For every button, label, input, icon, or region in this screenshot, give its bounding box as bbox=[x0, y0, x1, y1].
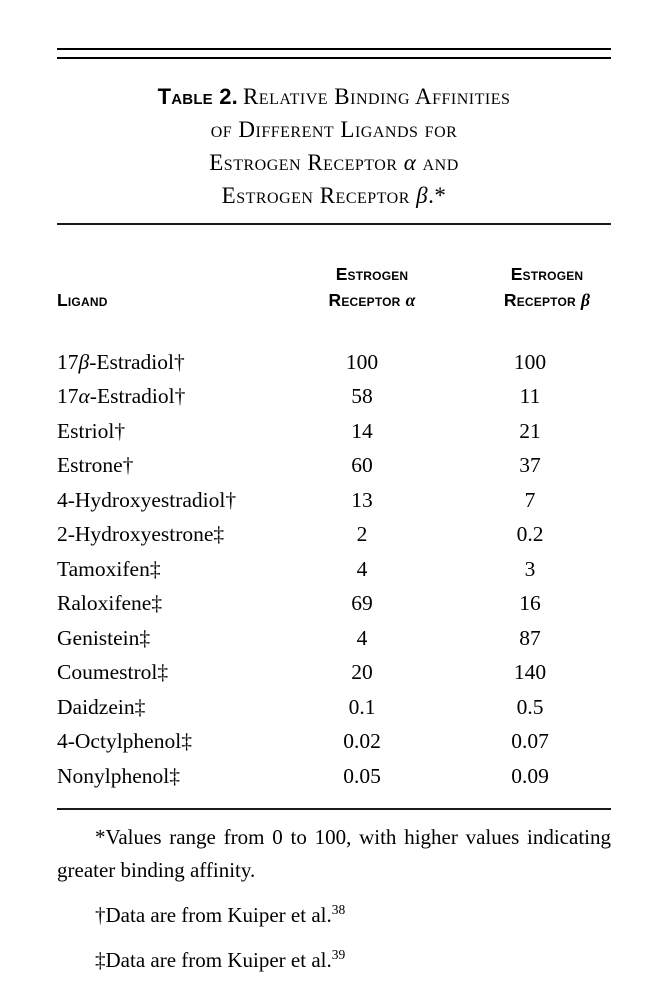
table-row bbox=[57, 690, 611, 725]
column-header-er-alpha bbox=[275, 261, 449, 313]
er-alpha-value: 0.05 bbox=[343, 763, 381, 788]
ligand-cell: Coumestrol‡ bbox=[57, 660, 169, 685]
table-top-double-rule bbox=[57, 48, 611, 59]
footnote-marker: † bbox=[95, 903, 106, 927]
footnote-text: Data are from Kuiper et al. bbox=[105, 903, 332, 927]
er-beta-value: 0.2 bbox=[516, 522, 544, 547]
table-row bbox=[57, 345, 611, 380]
er-beta-value: 0.07 bbox=[511, 729, 549, 754]
table-title-line: of Different Ligands for bbox=[210, 117, 458, 142]
table-title-text: Relative Binding Affinities bbox=[242, 84, 511, 109]
table-header-rule bbox=[57, 223, 611, 225]
column-header-er-beta bbox=[449, 261, 611, 313]
table-title-line bbox=[57, 80, 611, 113]
er-alpha-value: 60 bbox=[351, 453, 373, 478]
column-header-label: Ligand bbox=[57, 290, 108, 310]
er-alpha-value: 58 bbox=[351, 384, 373, 409]
ligand-cell: 4-Octylphenol‡ bbox=[57, 729, 192, 754]
er-alpha-value: 14 bbox=[351, 418, 373, 443]
footnote-reference: 38 bbox=[331, 902, 346, 917]
table-row bbox=[57, 759, 611, 794]
footnote bbox=[57, 899, 611, 932]
ligand-cell: Genistein‡ bbox=[57, 625, 151, 650]
er-alpha-value: 13 bbox=[351, 487, 373, 512]
er-alpha-value: 2 bbox=[356, 522, 368, 547]
ligand-cell: 4-Hydroxyestradiol† bbox=[57, 487, 237, 512]
er-alpha-value: 4 bbox=[356, 556, 368, 581]
column-header-label: Estrogen bbox=[335, 264, 409, 284]
table-title-line: Estrogen Receptor α and bbox=[209, 150, 459, 175]
er-beta-value: 100 bbox=[513, 349, 547, 374]
ligand-cell: Tamoxifen‡ bbox=[57, 556, 161, 581]
footnote-marker: * bbox=[95, 825, 106, 849]
footnote-marker: ‡ bbox=[95, 948, 106, 972]
er-beta-value: 7 bbox=[524, 487, 536, 512]
er-beta-value: 0.5 bbox=[516, 694, 544, 719]
table-number-label: Table 2. bbox=[157, 84, 238, 109]
table-row bbox=[57, 587, 611, 622]
ligand-cell: Estrone† bbox=[57, 453, 134, 478]
er-alpha-value: 0.02 bbox=[343, 729, 381, 754]
er-beta-value: 16 bbox=[519, 591, 541, 616]
er-alpha-value: 100 bbox=[345, 349, 379, 374]
column-header-label: Estrogen bbox=[510, 264, 584, 284]
ligand-cell: Raloxifene‡ bbox=[57, 591, 163, 616]
er-beta-value: 21 bbox=[519, 418, 541, 443]
table-row bbox=[57, 380, 611, 415]
er-alpha-value: 4 bbox=[356, 625, 368, 650]
footnote-text: Data are from Kuiper et al. bbox=[105, 948, 332, 972]
column-header-label: Receptor α bbox=[328, 290, 416, 310]
ligand-cell: Nonylphenol‡ bbox=[57, 763, 181, 788]
table-header-row bbox=[57, 261, 611, 313]
er-beta-value: 0.09 bbox=[511, 763, 549, 788]
table-title-line: Estrogen Receptor β.* bbox=[221, 183, 447, 208]
er-beta-value: 3 bbox=[524, 556, 536, 581]
er-alpha-value: 0.1 bbox=[348, 694, 376, 719]
er-beta-value: 37 bbox=[519, 453, 541, 478]
table-row bbox=[57, 621, 611, 656]
footnote-reference: 39 bbox=[331, 947, 346, 962]
footnote-text: Values range from 0 to 100, with higher values indicating greater binding affinity. bbox=[57, 825, 611, 882]
ligand-cell: 17α-Estradiol† bbox=[57, 384, 186, 409]
ligand-cell: 17β-Estradiol† bbox=[57, 349, 185, 374]
footnotes bbox=[57, 821, 611, 977]
column-header-label: Receptor β bbox=[503, 290, 591, 310]
table-body bbox=[57, 345, 611, 794]
table-row bbox=[57, 725, 611, 760]
table-row bbox=[57, 483, 611, 518]
footnote bbox=[57, 944, 611, 977]
ligand-cell: 2-Hydroxyestrone‡ bbox=[57, 522, 225, 547]
ligand-cell: Estriol† bbox=[57, 418, 126, 443]
column-header-ligand bbox=[57, 287, 275, 313]
er-beta-value: 87 bbox=[519, 625, 541, 650]
table-row bbox=[57, 518, 611, 553]
table-row bbox=[57, 552, 611, 587]
er-alpha-value: 20 bbox=[351, 660, 373, 685]
table-row bbox=[57, 656, 611, 691]
footnote bbox=[57, 821, 611, 887]
er-alpha-value: 69 bbox=[351, 591, 373, 616]
ligand-cell: Daidzein‡ bbox=[57, 694, 146, 719]
table-row bbox=[57, 414, 611, 449]
er-beta-value: 140 bbox=[513, 660, 547, 685]
table-title bbox=[57, 80, 611, 212]
table-bottom-rule bbox=[57, 808, 611, 810]
table-row bbox=[57, 449, 611, 484]
er-beta-value: 11 bbox=[519, 384, 541, 409]
